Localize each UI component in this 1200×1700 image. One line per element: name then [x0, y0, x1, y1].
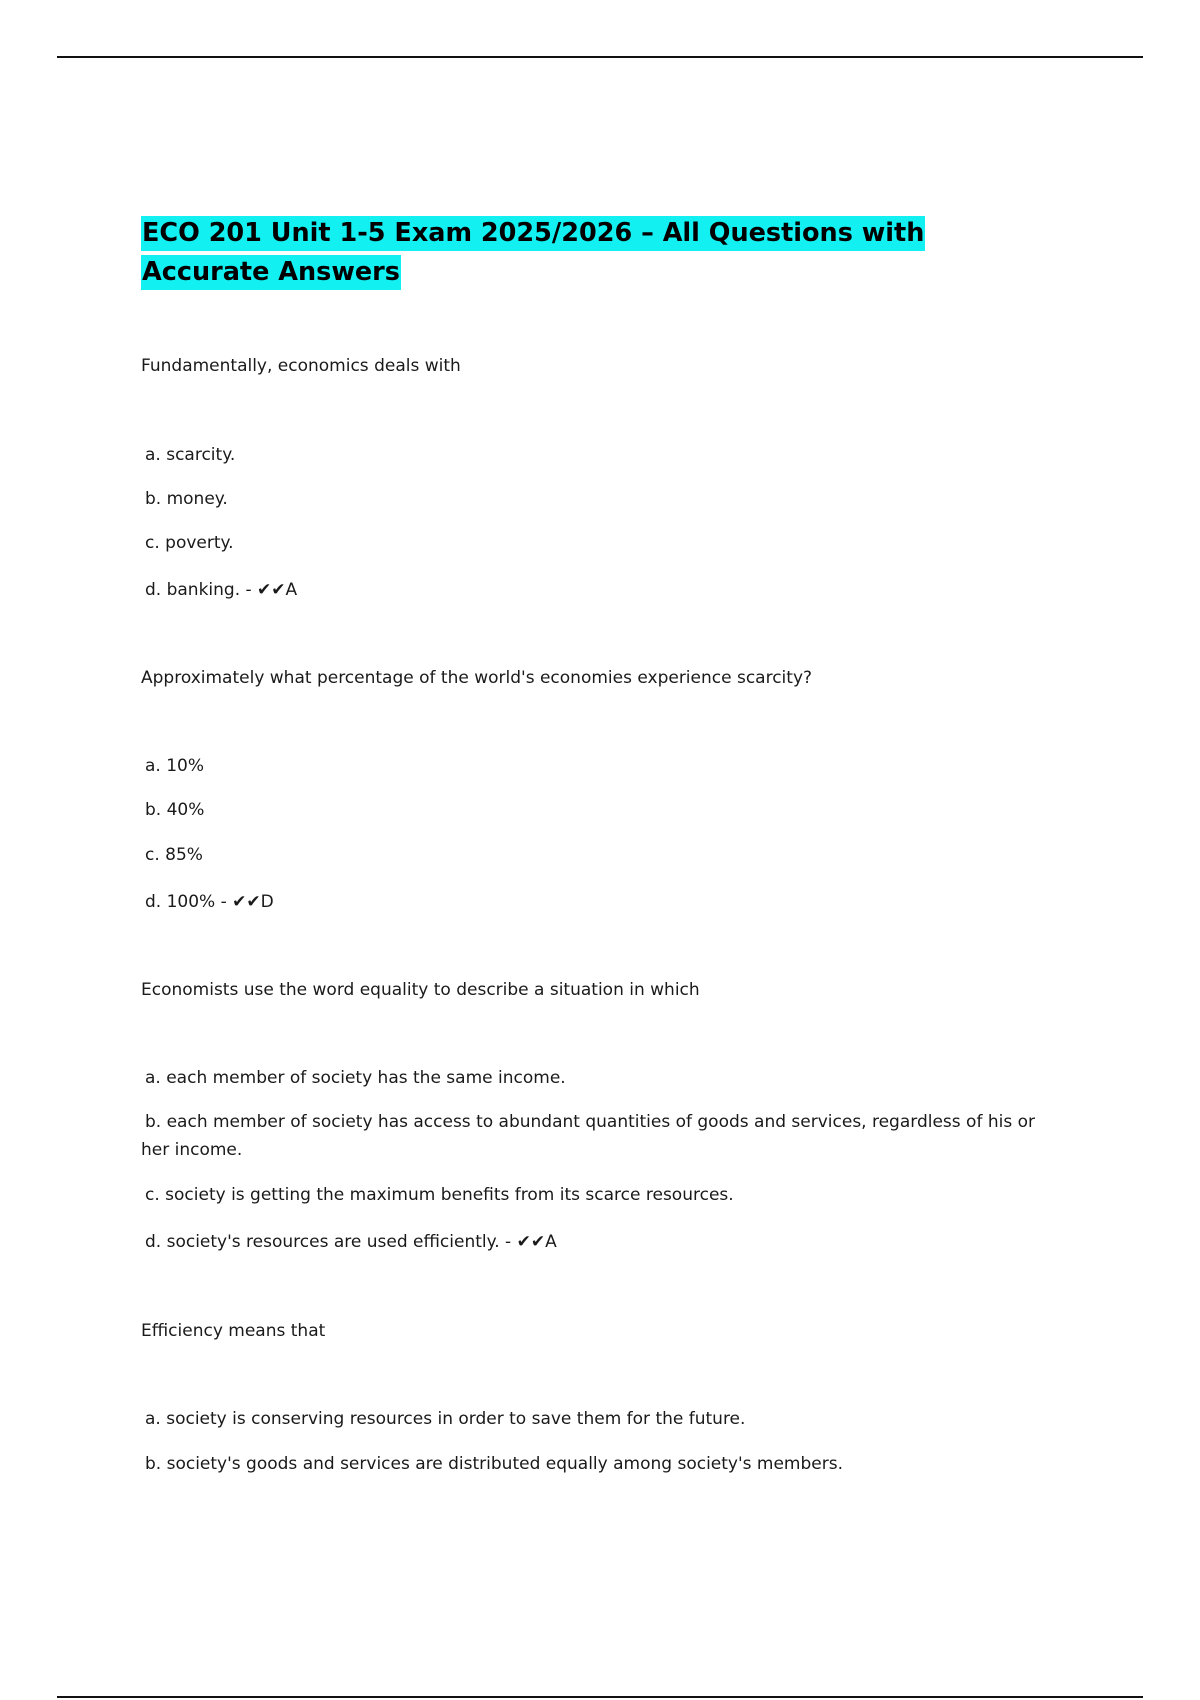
- question-2-option-b: b. 40%: [145, 800, 205, 820]
- question-4-prompt: Efficiency means that: [141, 1321, 326, 1341]
- question-4-option-b: b. society's goods and services are distributed equally among society's members.: [145, 1454, 843, 1474]
- question-3-option-d-answer: d. society's resources are used efficiently. - ✔✔A: [145, 1232, 557, 1252]
- top-rule: [57, 56, 1143, 58]
- question-1-option-a: a. scarcity.: [145, 445, 236, 465]
- question-1-prompt: Fundamentally, economics deals with: [141, 356, 461, 376]
- question-3-option-a: a. each member of society has the same income.: [145, 1068, 566, 1088]
- question-1-option-c: c. poverty.: [145, 533, 234, 553]
- question-3-option-c: c. society is getting the maximum benefits from its scarce resources.: [145, 1185, 734, 1205]
- question-2-option-a: a. 10%: [145, 756, 205, 776]
- question-3-prompt: Economists use the word equality to describe a situation in which: [141, 980, 700, 1000]
- question-2-option-d-answer: d. 100% - ✔✔D: [145, 892, 274, 912]
- question-2-option-c: c. 85%: [145, 845, 203, 865]
- question-1-option-b: b. money.: [145, 489, 228, 509]
- question-4-option-a: a. society is conserving resources in order to save them for the future.: [145, 1409, 746, 1429]
- title-line-2: Accurate Answers: [141, 255, 401, 290]
- page-title: [141, 214, 1101, 292]
- bottom-rule: [57, 1696, 1143, 1698]
- question-1-option-d-answer: d. banking. - ✔✔A: [145, 580, 298, 600]
- question-3-option-b: b. each member of society has access to abundant quantities of goods and services, regardless of his or her income.: [141, 1112, 1035, 1160]
- title-line-1: ECO 201 Unit 1-5 Exam 2025/2026 – All Questions with: [141, 216, 925, 251]
- question-2-prompt: Approximately what percentage of the world's economies experience scarcity?: [141, 668, 813, 688]
